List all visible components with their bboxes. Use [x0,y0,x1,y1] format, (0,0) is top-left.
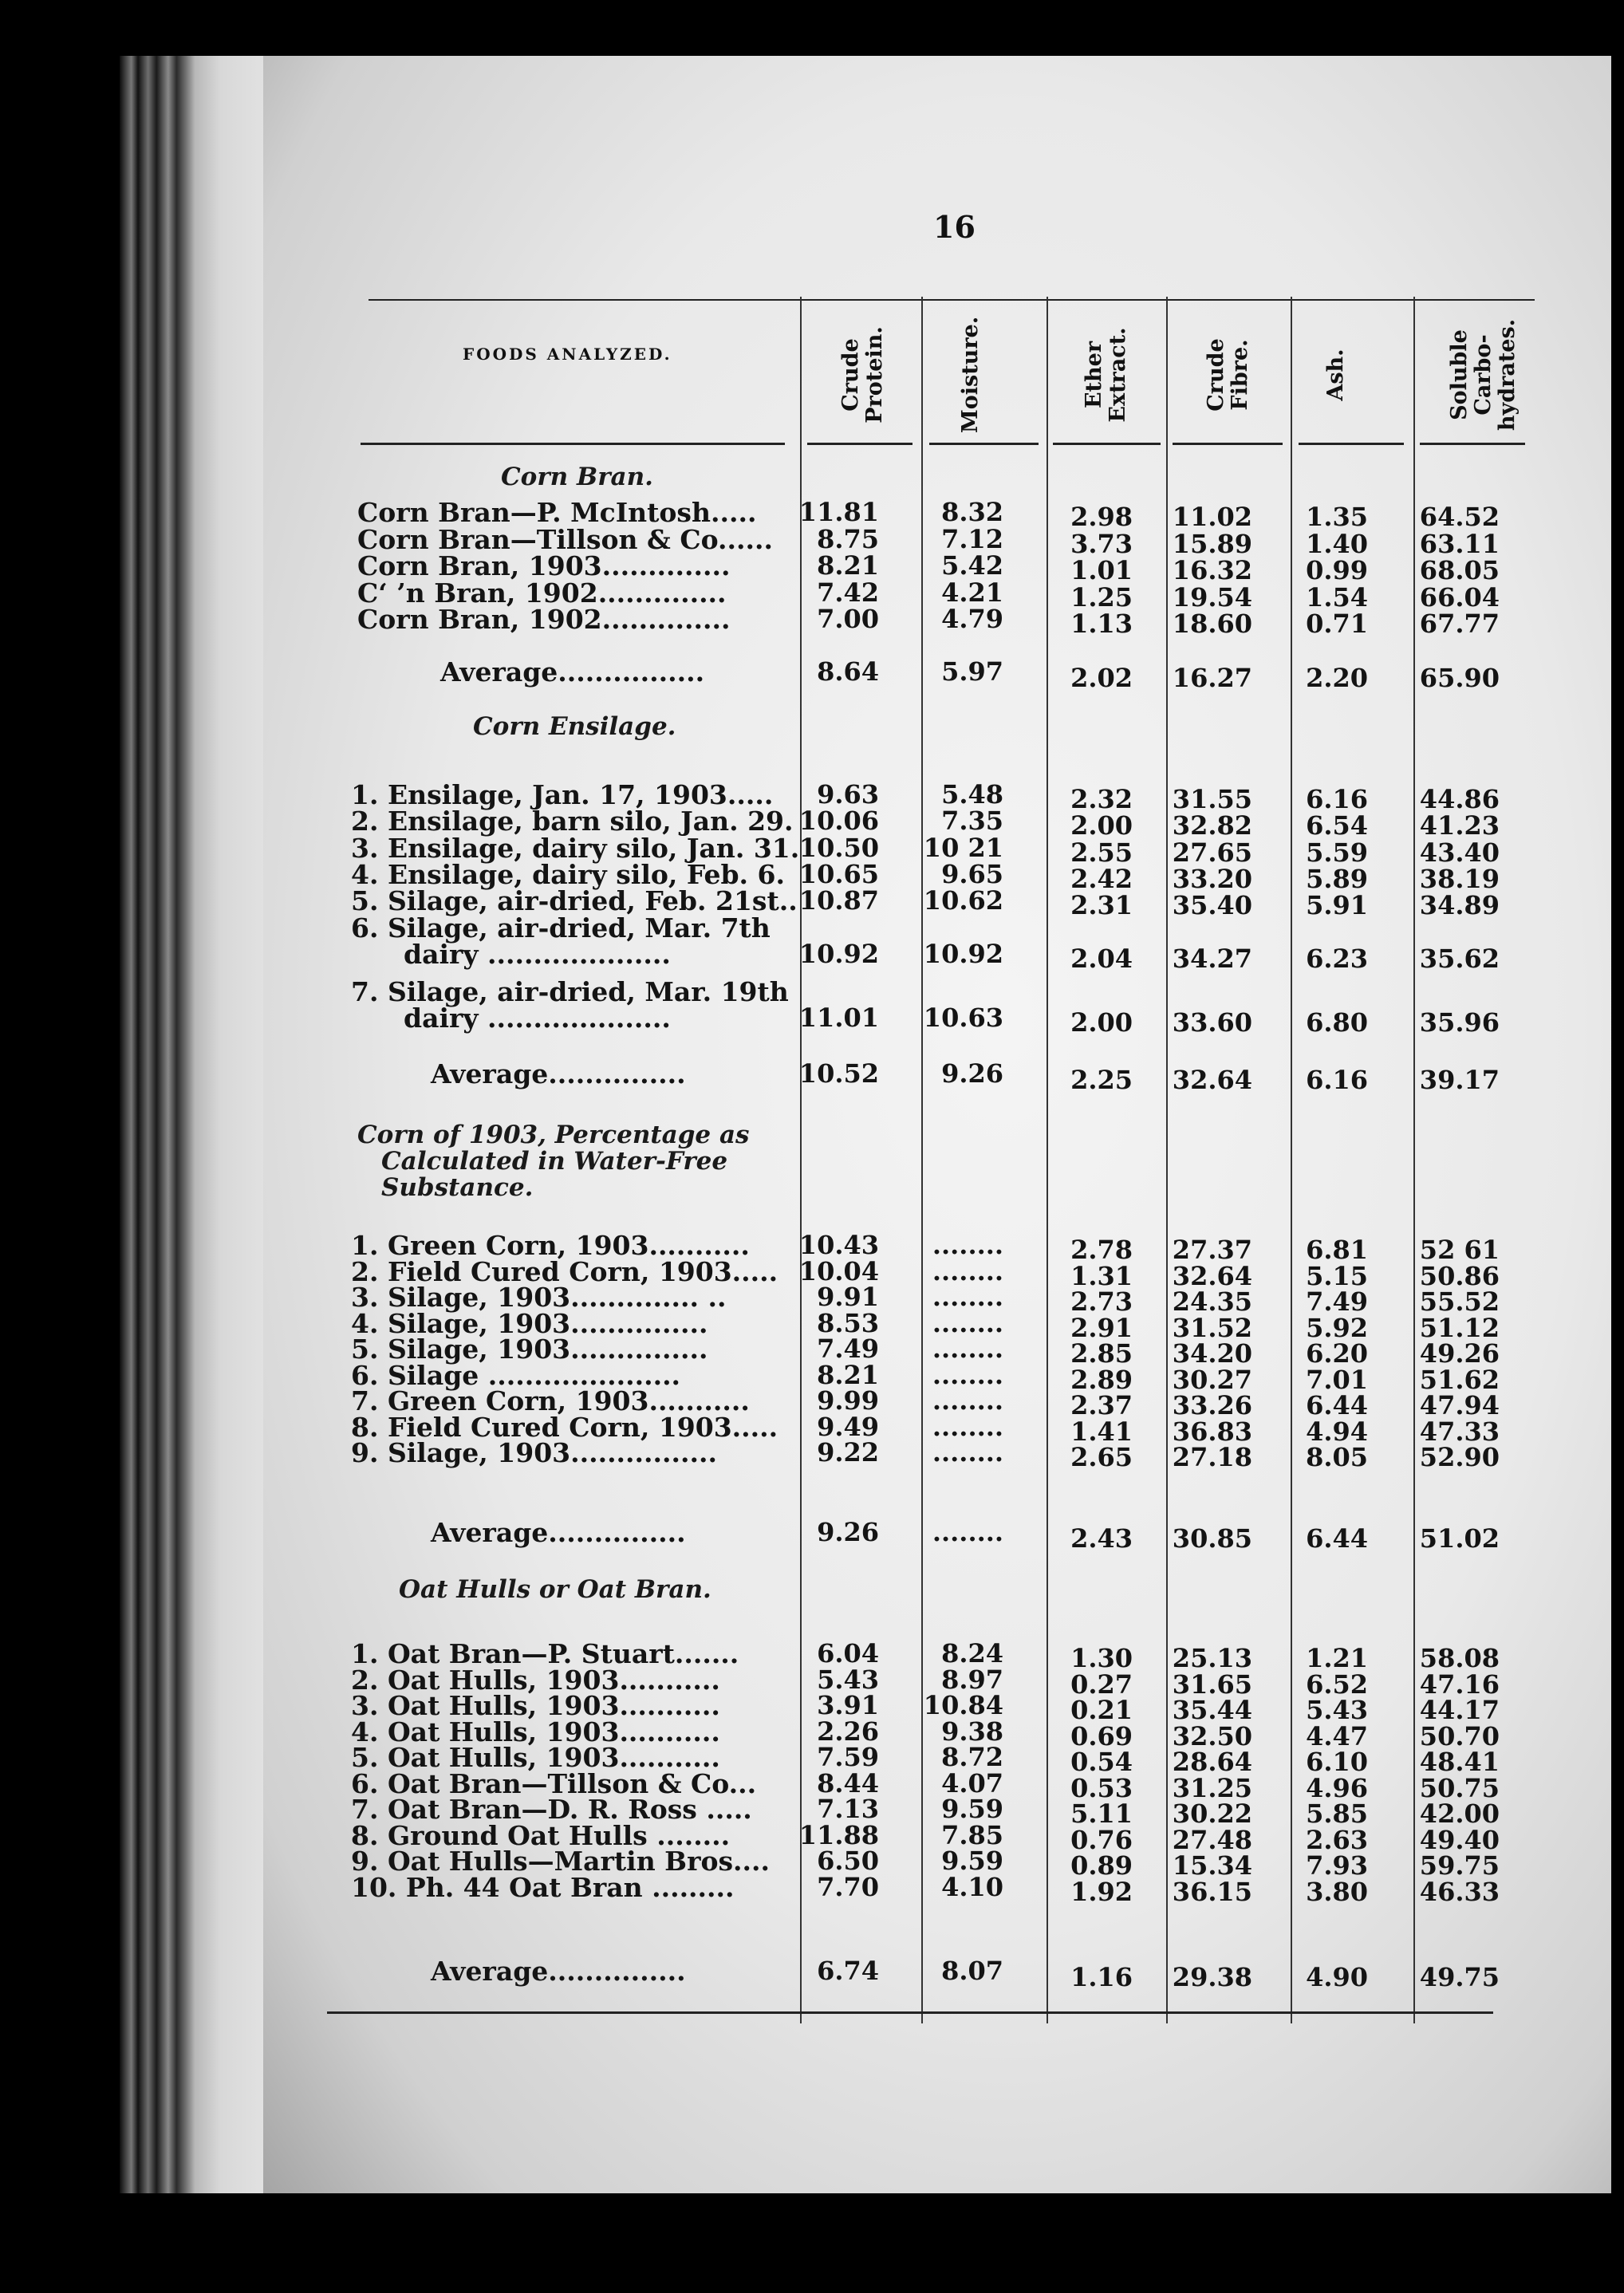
average-value: 29.38 [1172,1962,1252,1992]
average-value: 6.16 [1306,1065,1368,1095]
row-value: 18.60 [1172,609,1252,639]
row-value: 0.21 [1070,1695,1133,1725]
row-value: 50.86 [1419,1261,1500,1291]
row-value: 35.62 [1419,944,1500,974]
row-value: 10.84 [923,1690,1003,1720]
row-value: 4.10 [941,1872,1003,1902]
row-value: 27.18 [1172,1442,1252,1472]
row-value: 8.21 [817,550,879,581]
row-value: 1.30 [1070,1643,1133,1673]
row-value: 10.87 [798,885,879,916]
row-value: 1.13 [1070,609,1133,639]
average-value: 10.52 [798,1058,879,1089]
row-value: 6.52 [1306,1669,1368,1700]
row-value: 35.96 [1419,1007,1500,1038]
row-label: 3. Ensilage, dairy silo, Jan. 31. [351,833,800,864]
row-value: 7.93 [1306,1850,1368,1881]
row-value: 1.41 [1070,1416,1133,1447]
row-value: 10.04 [798,1256,879,1286]
row-value: 68.05 [1419,555,1500,585]
row-label: 5. Silage, 1903............... [351,1334,708,1365]
row-label: 7. Silage, air-dried, Mar. 19th [351,976,789,1007]
row-value: 4.96 [1306,1773,1368,1803]
row-value: 6.81 [1306,1235,1368,1265]
row-value: 5.92 [1306,1313,1368,1343]
row-value: 15.34 [1172,1850,1252,1881]
column-header: Crude Fibre. [1204,338,1252,412]
row-value: 2.65 [1070,1442,1133,1472]
row-label: 8. Field Cured Corn, 1903..... [351,1412,778,1443]
row-value: 6.04 [817,1638,879,1669]
row-value: 64.52 [1419,502,1500,532]
row-value: 7.01 [1306,1365,1368,1395]
bottom-rule [327,2011,1493,2014]
row-value: 8.72 [941,1742,1003,1772]
row-value: 52.90 [1419,1442,1500,1472]
row-value: 31.25 [1172,1773,1252,1803]
row-value: 8.97 [941,1665,1003,1695]
row-value: 7.13 [817,1794,879,1824]
row-value: 66.04 [1419,582,1500,613]
average-label: Average............... [431,1517,686,1548]
row-value: 4.79 [941,604,1003,634]
row-value: 3.73 [1070,529,1133,559]
row-value: 7.42 [817,577,879,608]
section-title: Corn of 1903, Percentage as [357,1121,750,1149]
row-value: 9.59 [941,1846,1003,1876]
row-value: 2.26 [817,1716,879,1747]
row-value: 27.37 [1172,1235,1252,1265]
row-label: Corn Bran—P. McIntosh..... [357,497,757,528]
row-value: 24.35 [1172,1286,1252,1317]
row-value: 58.08 [1419,1643,1500,1673]
row-label: 1. Ensilage, Jan. 17, 1903..... [351,779,774,810]
average-value: ........ [932,1517,1003,1547]
row-label: 8. Ground Oat Hulls ........ [351,1820,731,1851]
row-value: 11.01 [798,1003,879,1033]
row-value: ........ [932,1360,1003,1390]
row-value: 3.80 [1306,1877,1368,1907]
row-value: 1.40 [1306,529,1368,559]
row-value: 7.70 [817,1872,879,1902]
row-value: 41.23 [1419,810,1500,841]
row-value: 7.12 [941,524,1003,554]
row-value: 50.75 [1419,1773,1500,1803]
row-value: 0.54 [1070,1747,1133,1777]
row-value: 10.92 [923,939,1003,969]
column-header: Ether Extract. [1082,327,1130,423]
row-value: 47.94 [1419,1390,1500,1420]
row-value: 1.01 [1070,555,1133,585]
row-label: 6. Silage, air-dried, Mar. 7th [351,912,771,944]
row-value: 2.91 [1070,1313,1133,1343]
row-value: 10.06 [798,806,879,836]
average-value: 9.26 [941,1058,1003,1089]
row-value: 67.77 [1419,609,1500,639]
row-value: 2.42 [1070,864,1133,894]
row-value: 27.48 [1172,1825,1252,1855]
row-value: 2.04 [1070,944,1133,974]
row-value: 9.22 [817,1437,879,1468]
row-value: 0.76 [1070,1825,1133,1855]
row-value: ........ [932,1437,1003,1468]
row-value: 33.20 [1172,864,1252,894]
row-value: 1.35 [1306,502,1368,532]
average-value: 30.85 [1172,1523,1252,1554]
book-spine-edges [120,56,287,2193]
row-value: 30.22 [1172,1799,1252,1829]
row-value: 30.27 [1172,1365,1252,1395]
row-value: 44.86 [1419,784,1500,814]
row-value: 9.63 [817,779,879,810]
column-header: Ash. [1323,349,1348,401]
row-value: 4.21 [941,577,1003,608]
row-value: 5.48 [941,779,1003,810]
row-value: 6.10 [1306,1747,1368,1777]
row-value: 36.15 [1172,1877,1252,1907]
average-label: Average............... [431,1058,686,1089]
average-value: 2.25 [1070,1065,1133,1095]
row-value: 31.52 [1172,1313,1252,1343]
row-value: 6.20 [1306,1338,1368,1369]
row-value: 9.99 [817,1385,879,1416]
row-value: 52 61 [1419,1235,1500,1265]
row-value: 28.64 [1172,1747,1252,1777]
row-value: 42.00 [1419,1799,1500,1829]
row-value: 10.62 [923,885,1003,916]
row-label: 1. Oat Bran—P. Stuart....... [351,1638,739,1669]
row-label: 5. Silage, air-dried, Feb. 21st.. [351,885,798,916]
row-value: 47.16 [1419,1669,1500,1700]
row-value: 8.75 [817,524,879,554]
section-title-line3: Substance. [381,1173,534,1202]
row-label: 2. Field Cured Corn, 1903..... [351,1256,778,1287]
row-value: 49.40 [1419,1825,1500,1855]
row-value: 1.31 [1070,1261,1133,1291]
row-value: 48.41 [1419,1747,1500,1777]
average-value: 9.26 [817,1517,879,1547]
row-value: 9.91 [817,1282,879,1312]
row-label: 7. Oat Bran—D. R. Ross ..... [351,1794,752,1825]
row-value: 27.65 [1172,837,1252,868]
row-value: 0.89 [1070,1850,1133,1881]
page-number: 16 [933,209,976,245]
row-label-continued: dairy .................... [404,939,671,970]
row-value: 2.32 [1070,784,1133,814]
row-value: 7.35 [941,806,1003,836]
row-value: 8.21 [817,1360,879,1390]
average-value: 2.02 [1070,663,1133,693]
row-label: Corn Bran—Tillson & Co...... [357,524,773,555]
row-value: 34.20 [1172,1338,1252,1369]
row-value: 9.38 [941,1716,1003,1747]
row-value: 35.40 [1172,890,1252,920]
row-value: 7.59 [817,1742,879,1772]
row-value: 3.91 [817,1690,879,1720]
row-value: 15.89 [1172,529,1252,559]
row-value: 2.31 [1070,890,1133,920]
average-value: 16.27 [1172,663,1252,693]
row-value: 16.32 [1172,555,1252,585]
average-value: 4.90 [1306,1962,1368,1992]
row-value: 35.44 [1172,1695,1252,1725]
row-value: 34.89 [1419,890,1500,920]
row-label: 2. Oat Hulls, 1903........... [351,1665,720,1696]
row-value: ........ [932,1412,1003,1442]
row-value: 19.54 [1172,582,1252,613]
row-value: 10.63 [923,1003,1003,1033]
row-value: ........ [932,1230,1003,1260]
row-value: 2.85 [1070,1338,1133,1369]
row-label: C‘ ’n Bran, 1902.............. [357,577,727,609]
average-value: 5.97 [941,656,1003,687]
average-value: 49.75 [1419,1962,1500,1992]
row-value: 11.81 [798,497,879,527]
row-value: 2.37 [1070,1390,1133,1420]
row-value: 25.13 [1172,1643,1252,1673]
row-value: 10.92 [798,939,879,969]
row-value: 2.73 [1070,1286,1133,1317]
row-value: 36.83 [1172,1416,1252,1447]
average-value: 2.43 [1070,1523,1133,1554]
section-title-line2: Calculated in Water-Free [381,1147,728,1176]
column-header: Crude Protein. [838,326,887,424]
row-value: 38.19 [1419,864,1500,894]
row-value: 1.25 [1070,582,1133,613]
row-value: 8.05 [1306,1442,1368,1472]
row-value: 55.52 [1419,1286,1500,1317]
row-value: 6.16 [1306,784,1368,814]
row-value: 5.85 [1306,1799,1368,1829]
row-value: ........ [932,1256,1003,1286]
row-label: 4. Oat Hulls, 1903........... [351,1716,720,1747]
row-value: 49.26 [1419,1338,1500,1369]
average-value: 51.02 [1419,1523,1500,1554]
section-title: Corn Bran. [501,463,653,491]
row-value: 8.24 [941,1638,1003,1669]
row-value: 8.32 [941,497,1003,527]
row-value: 2.63 [1306,1825,1368,1855]
row-label: 9. Silage, 1903................ [351,1437,717,1468]
row-value: ........ [932,1385,1003,1416]
average-label: Average................ [440,656,705,688]
row-value: 5.89 [1306,864,1368,894]
row-label: 7. Green Corn, 1903........... [351,1385,750,1416]
row-label: 4. Silage, 1903............... [351,1308,708,1339]
row-label: 2. Ensilage, barn silo, Jan. 29. [351,806,794,837]
row-label: 6. Silage ..................... [351,1360,681,1391]
row-value: 11.02 [1172,502,1252,532]
row-value: 32.82 [1172,810,1252,841]
row-value: 34.27 [1172,944,1252,974]
row-value: 5.43 [1306,1695,1368,1725]
header-underline [361,443,785,445]
foods-analyzed-heading: FOODS ANALYZED. [463,345,672,364]
row-value: 1.21 [1306,1643,1368,1673]
row-value: 33.26 [1172,1390,1252,1420]
row-value: 0.27 [1070,1669,1133,1700]
row-value: 7.85 [941,1820,1003,1850]
row-value: 4.07 [941,1768,1003,1799]
row-value: 0.53 [1070,1773,1133,1803]
column-header: Soluble Carbo-hydrates. [1447,318,1520,431]
row-value: 1.92 [1070,1877,1133,1907]
average-value: 1.16 [1070,1962,1133,1992]
average-value: 2.20 [1306,663,1368,693]
top-rule [369,299,1535,301]
row-label: Corn Bran, 1903.............. [357,550,731,581]
row-value: 0.99 [1306,555,1368,585]
average-value: 6.74 [817,1956,879,1986]
row-value: 7.49 [817,1334,879,1364]
row-label: 5. Oat Hulls, 1903........... [351,1742,720,1773]
row-value: 63.11 [1419,529,1500,559]
row-value: 44.17 [1419,1695,1500,1725]
row-value: 10.65 [798,859,879,889]
column-header: Moisture. [958,316,983,434]
row-value: 2.00 [1070,810,1133,841]
row-value: 59.75 [1419,1850,1500,1881]
row-value: 47.33 [1419,1416,1500,1447]
row-value: 11.88 [798,1820,879,1850]
row-label: Corn Bran, 1902.............. [357,604,731,635]
row-value: 6.23 [1306,944,1368,974]
average-value: 39.17 [1419,1065,1500,1095]
row-label: 3. Oat Hulls, 1903........... [351,1690,720,1721]
row-value: 5.15 [1306,1261,1368,1291]
row-value: 1.54 [1306,582,1368,613]
row-value: 9.49 [817,1412,879,1442]
row-label: 4. Ensilage, dairy silo, Feb. 6. [351,859,785,890]
row-value: 43.40 [1419,837,1500,868]
row-value: 2.55 [1070,837,1133,868]
row-value: 4.94 [1306,1416,1368,1447]
row-label: 3. Silage, 1903.............. .. [351,1282,727,1313]
row-value: 10.43 [798,1230,879,1260]
row-value: 0.71 [1306,609,1368,639]
average-value: 65.90 [1419,663,1500,693]
row-label: 1. Green Corn, 1903........... [351,1230,750,1261]
row-value: 31.55 [1172,784,1252,814]
row-value: 31.65 [1172,1669,1252,1700]
row-value: 6.50 [817,1846,879,1876]
row-value: 6.80 [1306,1007,1368,1038]
row-label-continued: dairy .................... [404,1003,671,1034]
section-title: Oat Hulls or Oat Bran. [399,1575,711,1604]
row-value: 7.00 [817,604,879,634]
row-value: 32.50 [1172,1721,1252,1751]
row-label: 6. Oat Bran—Tillson & Co... [351,1768,757,1799]
row-value: 51.62 [1419,1365,1500,1395]
row-value: 9.59 [941,1794,1003,1824]
row-value: 51.12 [1419,1313,1500,1343]
average-value: 6.44 [1306,1523,1368,1554]
row-value: 7.49 [1306,1286,1368,1317]
row-value: ........ [932,1334,1003,1364]
row-label: 10. Ph. 44 Oat Bran ......... [351,1872,735,1903]
row-value: 33.60 [1172,1007,1252,1038]
row-value: 5.91 [1306,890,1368,920]
row-value: 32.64 [1172,1261,1252,1291]
row-value: 9.65 [941,859,1003,889]
row-value: 50.70 [1419,1721,1500,1751]
row-value: 8.53 [817,1308,879,1338]
section-title: Corn Ensilage. [473,712,676,741]
average-value: 32.64 [1172,1065,1252,1095]
row-value: 2.98 [1070,502,1133,532]
row-value: 2.00 [1070,1007,1133,1038]
row-value: 10.50 [798,833,879,863]
average-value: 8.64 [817,656,879,687]
row-label: 9. Oat Hulls—Martin Bros.... [351,1846,771,1877]
row-value: 10 21 [923,833,1003,863]
average-label: Average............... [431,1956,686,1987]
row-value: 46.33 [1419,1877,1500,1907]
average-value: 8.07 [941,1956,1003,1986]
row-value: 8.44 [817,1768,879,1799]
row-value: 6.54 [1306,810,1368,841]
row-value: 5.11 [1070,1799,1133,1829]
row-value: 6.44 [1306,1390,1368,1420]
row-value: 2.78 [1070,1235,1133,1265]
row-value: 4.47 [1306,1721,1368,1751]
row-value: 0.69 [1070,1721,1133,1751]
row-value: 2.89 [1070,1365,1133,1395]
row-value: 5.59 [1306,837,1368,868]
row-value: ........ [932,1282,1003,1312]
row-value: ........ [932,1308,1003,1338]
row-value: 5.43 [817,1665,879,1695]
row-value: 5.42 [941,550,1003,581]
